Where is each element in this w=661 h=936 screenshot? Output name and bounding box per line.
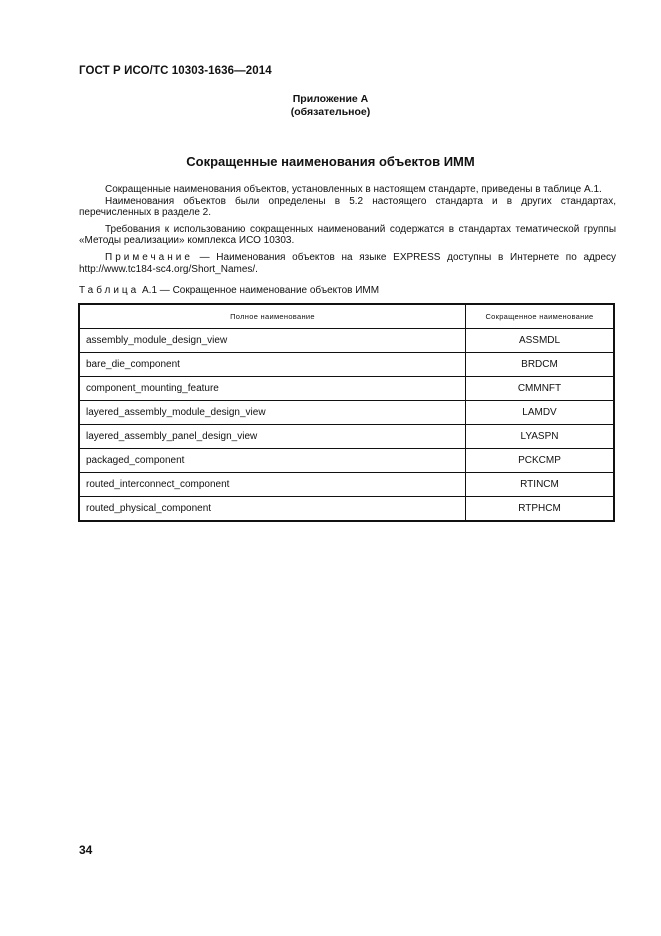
table-row [79,425,614,449]
short-name-cell: BRDCM [466,353,615,377]
document-code: ГОСТ Р ИСО/ТС 10303-1636—2014 [79,65,272,77]
table-row [79,353,614,377]
annex-title: Приложение А [292,93,369,105]
abbreviations-table [78,303,615,522]
full-name-cell: packaged_component [79,449,466,473]
column-header-full-name: Полное наименование [79,304,466,329]
paragraph-3: Требования к использованию сокращенных наименований содержатся в стандартах тематической группы «Методы реализации» комплекса ИСО 10303. [79,223,616,247]
short-name-cell: LAMDV [466,401,615,425]
full-name-cell: routed_physical_component [79,497,466,522]
table-caption-label: Таблица [79,285,140,296]
short-name-cell: LYASPN [466,425,615,449]
table-row [79,377,614,401]
note-text: — Наименования объектов на языке EXPRESS доступны в Интернете по адресу http://www.tc184-sc4.org/Short_Names/. [79,251,616,275]
short-name-cell: PCKCMP [466,449,615,473]
paragraph-2: Наименования объектов были определены в 5.2 настоящего стандарта и в других стандартах, перечисленных в разделе 2. [79,195,616,219]
short-name-cell: RTINCM [466,473,615,497]
short-name-cell: RTPHCM [466,497,615,522]
full-name-cell: layered_assembly_module_design_view [79,401,466,425]
full-name-cell: assembly_module_design_view [79,329,466,353]
table-header-row [79,304,614,329]
full-name-cell: routed_interconnect_component [79,473,466,497]
annex-heading [0,93,661,119]
body-text [79,184,616,275]
table-caption [79,285,379,296]
annex-status: (обязательное) [290,106,371,118]
table-row [79,497,614,522]
full-name-cell: component_mounting_feature [79,377,466,401]
paragraph-1: Сокращенные наименования объектов, установленных в настоящем стандарте, приведены в таблице А.1. [105,184,602,195]
table-row [79,401,614,425]
table-caption-text: А.1 — Сокращенное наименование объектов ИММ [139,285,380,296]
full-name-cell: bare_die_component [79,353,466,377]
table-row [79,449,614,473]
section-title: Сокращенные наименования объектов ИММ [186,154,475,169]
note-label: Примечание [105,251,193,263]
short-name-cell: CMMNFT [466,377,615,401]
short-name-cell: ASSMDL [466,329,615,353]
table-row [79,329,614,353]
table-row [79,473,614,497]
column-header-short-name: Сокращенное наименование [466,304,615,329]
page-number: 34 [79,843,93,857]
full-name-cell: layered_assembly_panel_design_view [79,425,466,449]
note [79,252,616,275]
